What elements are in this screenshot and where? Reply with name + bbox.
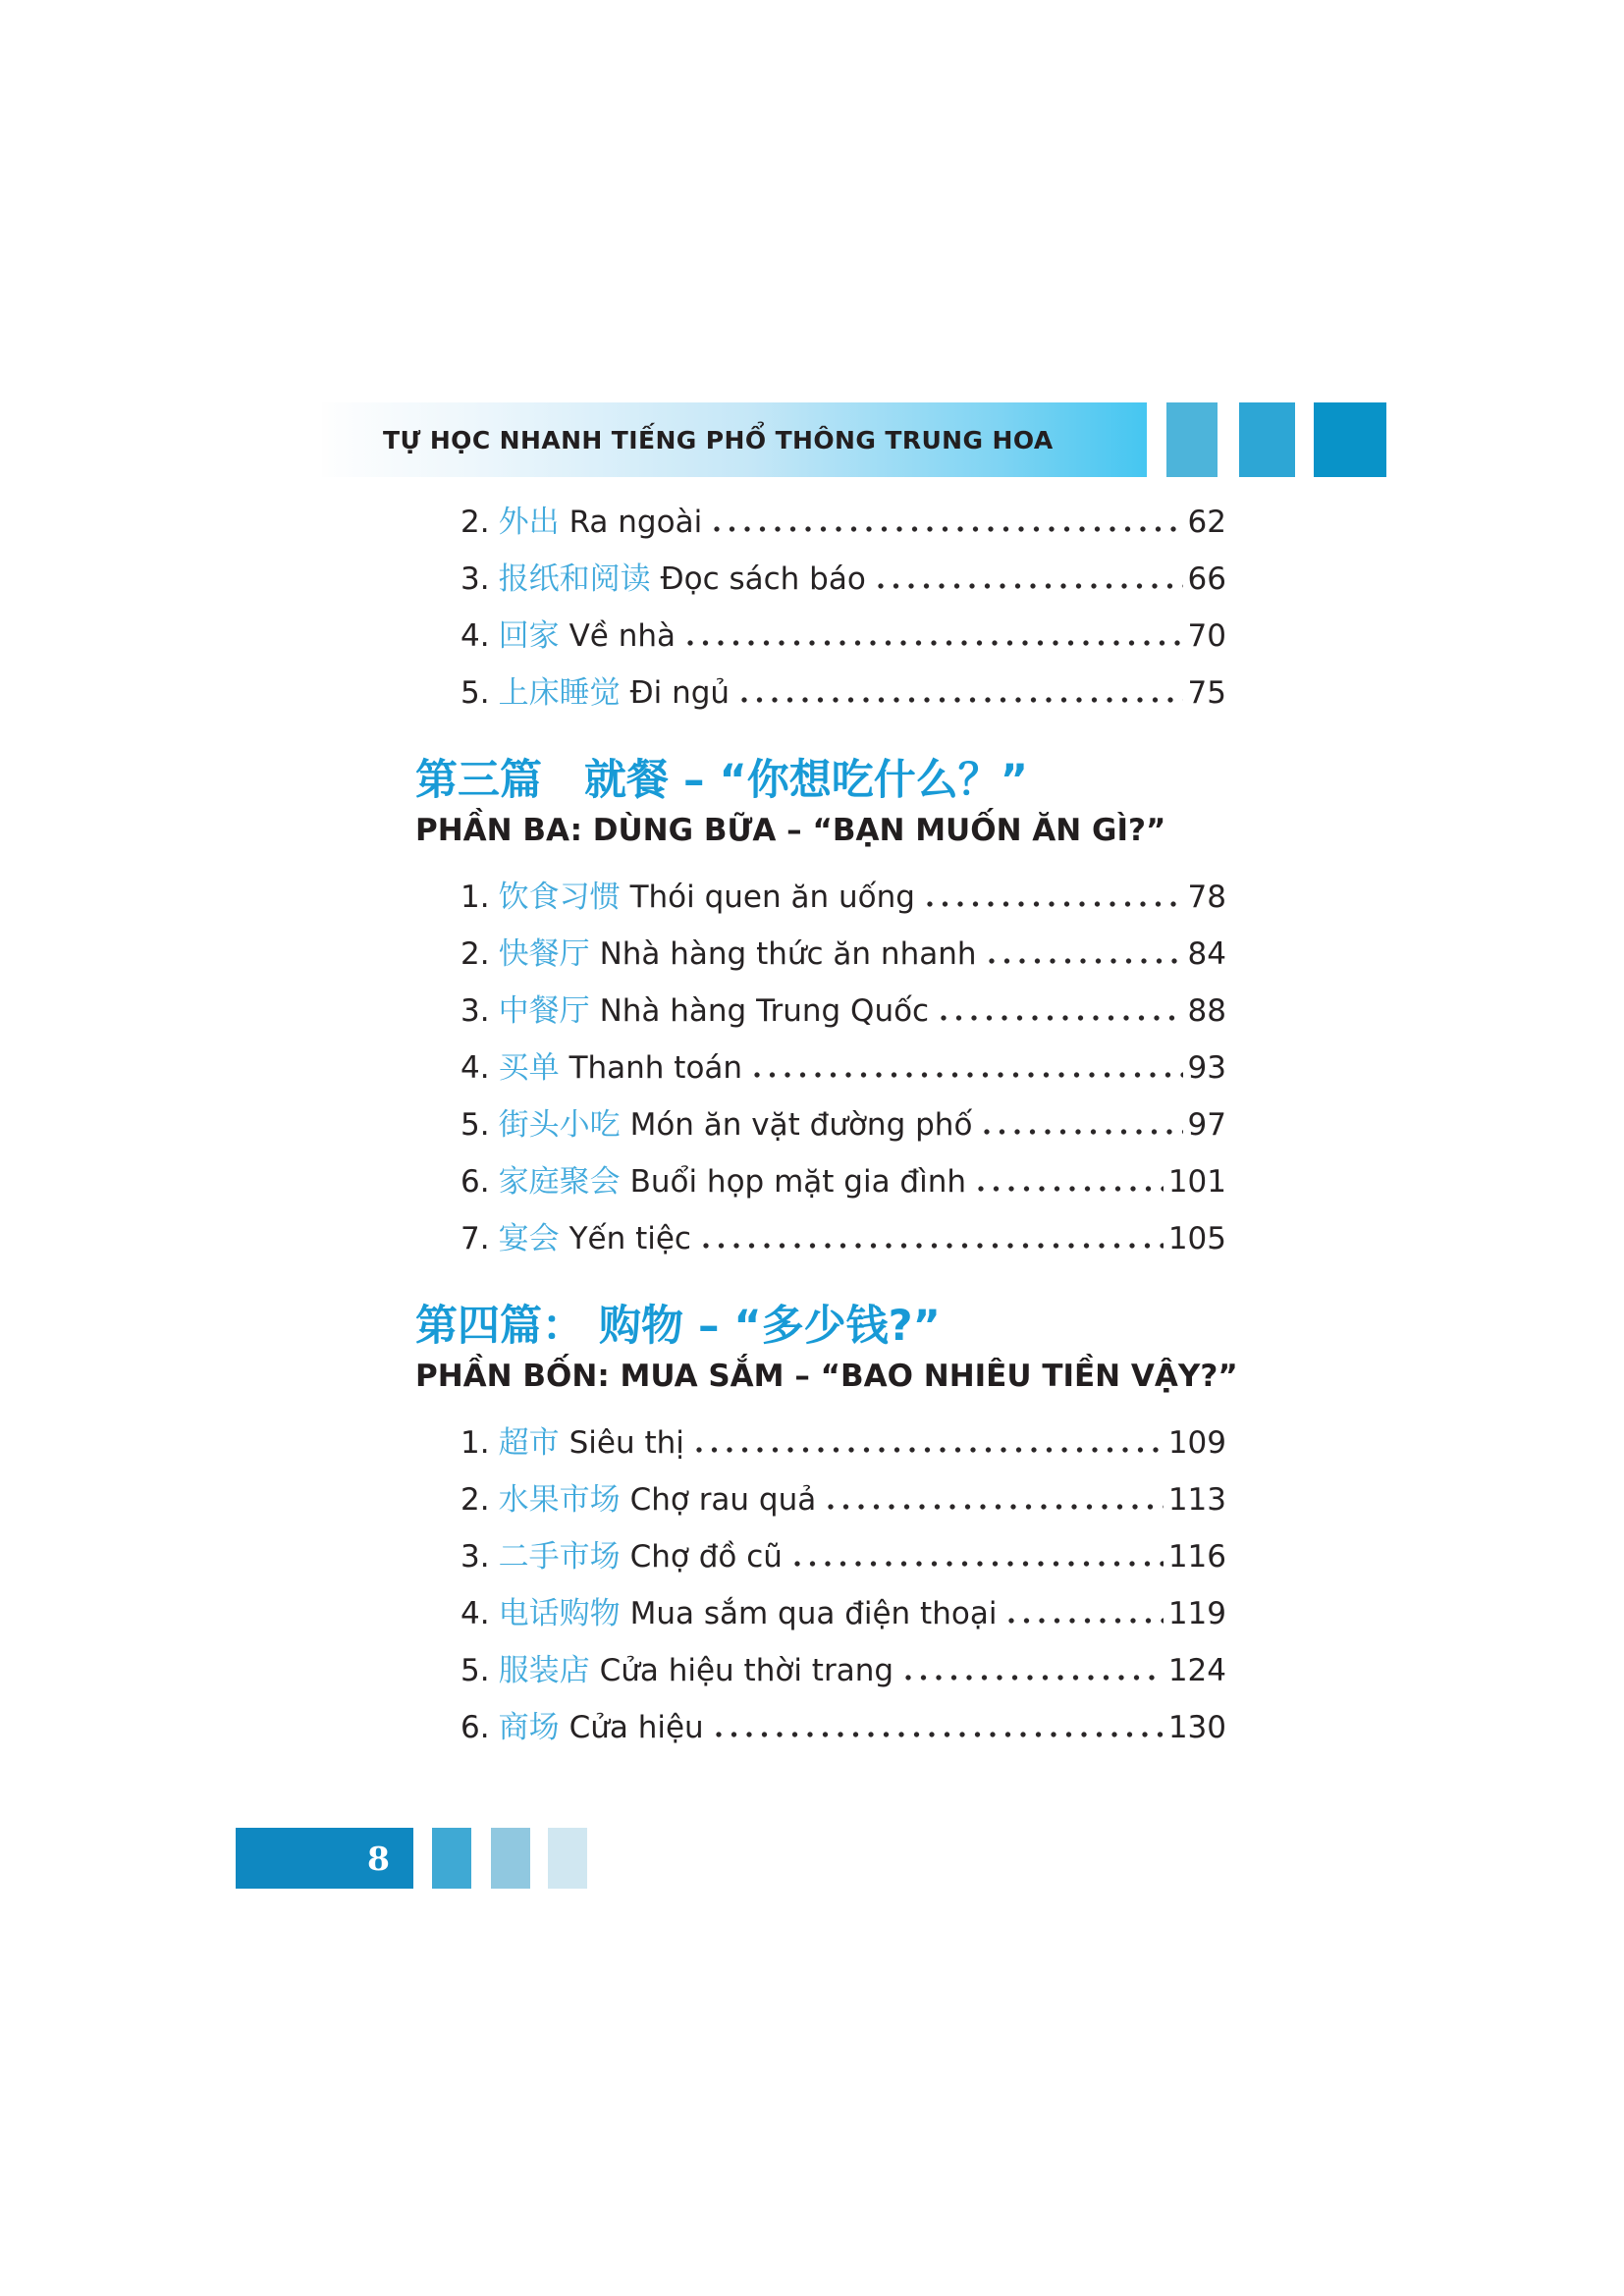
entry-vietnamese: Chợ rau quả [629,1482,817,1518]
toc-entry [415,1481,1226,1519]
entry-page-number: 130 [1167,1710,1226,1745]
entry-number: 7. [460,1221,490,1256]
entry-vietnamese: Cửa hiệu [568,1710,704,1745]
entry-page-number: 109 [1167,1425,1226,1461]
entry-chinese: 家庭聚会 [498,1164,621,1200]
dot-leader [941,1015,1182,1021]
entry-number: 6. [460,1710,490,1745]
dot-leader [741,697,1183,703]
entry-page-number: 105 [1167,1221,1226,1256]
entry-page-number: 113 [1167,1482,1226,1518]
entry-page-number: 70 [1187,618,1226,654]
entry-vietnamese: Yến tiệc [568,1221,691,1256]
dot-leader [1008,1618,1163,1624]
entry-vietnamese: Thanh toán [568,1050,743,1086]
entry-chinese: 水果市场 [498,1482,621,1518]
header-square-1 [1166,402,1218,477]
entry-page-number: 66 [1187,561,1226,597]
entry-number: 4. [460,1050,490,1086]
toc-entry [415,504,1226,541]
entry-chinese: 外出 [498,505,560,540]
entry-number: 3. [460,561,490,597]
toc-entry [415,1709,1226,1746]
entry-chinese: 宴会 [498,1221,560,1256]
entry-vietnamese: Buổi họp mặt gia đình [629,1164,967,1200]
entry-vietnamese: Về nhà [568,618,677,654]
entry-number: 3. [460,993,490,1029]
dot-leader [828,1504,1164,1510]
entry-chinese: 电话购物 [498,1596,621,1631]
entry-number: 1. [460,1425,490,1461]
entry-vietnamese: Mua sắm qua điện thoại [629,1596,998,1631]
toc-entry [415,879,1226,916]
entry-chinese: 快餐厅 [498,936,590,972]
entry-number: 2. [460,936,490,972]
entry-vietnamese: Siêu thị [568,1425,684,1461]
dot-leader [696,1447,1164,1453]
entry-number: 2. [460,505,490,540]
entry-number: 4. [460,618,490,654]
toc-entry [415,992,1226,1030]
header-square-3 [1314,402,1386,477]
toc-entry [415,1163,1226,1201]
dot-leader [927,901,1183,907]
footer-square-2 [491,1828,530,1889]
entry-vietnamese: Chợ đồ cũ [629,1539,783,1575]
dot-leader [989,958,1183,964]
dot-leader [878,583,1183,589]
dot-leader [978,1186,1164,1192]
section-heading-chinese: 第四篇： 购物 – “多少钱?” [415,1302,941,1351]
entry-chinese: 二手市场 [498,1539,621,1575]
entry-chinese: 超市 [498,1425,560,1461]
book-title: TỰ HỌC NHANH TIẾNG PHỔ THÔNG TRUNG HOA [383,425,1054,454]
entry-number: 1. [460,880,490,915]
entry-number: 5. [460,1107,490,1143]
entry-vietnamese: Cửa hiệu thời trang [599,1653,894,1688]
toc-entry [415,935,1226,973]
section-heading-vietnamese: PHẦN BA: DÙNG BỮA – “BẠN MUỐN ĂN GÌ?” [415,813,1166,848]
entry-number: 4. [460,1596,490,1631]
toc-entry [415,1595,1226,1632]
section-heading-vietnamese: PHẦN BỐN: MUA SẮM – “BAO NHIÊU TIỀN VẬY?” [415,1359,1238,1394]
dot-leader [716,1732,1164,1737]
footer-square-1 [432,1828,471,1889]
entry-vietnamese: Đọc sách báo [660,561,866,597]
toc-entry [415,1106,1226,1144]
toc-entry [415,561,1226,598]
dot-leader [703,1243,1164,1249]
footer-band [236,1828,413,1889]
entry-number: 3. [460,1539,490,1575]
toc-entry [415,617,1226,655]
entry-number: 6. [460,1164,490,1200]
entry-number: 2. [460,1482,490,1518]
entry-vietnamese: Đi ngủ [629,675,731,711]
entry-vietnamese: Nhà hàng thức ăn nhanh [599,936,977,972]
entry-chinese: 上床睡觉 [498,675,621,711]
toc-entry [415,1220,1226,1257]
entry-number: 5. [460,1653,490,1688]
entry-page-number: 78 [1187,880,1226,915]
toc-entry [415,674,1226,712]
toc-entry [415,1049,1226,1087]
entry-page-number: 62 [1187,505,1226,540]
entry-chinese: 回家 [498,618,560,654]
header-square-2 [1239,402,1295,477]
entry-page-number: 84 [1187,936,1226,972]
page-number: 8 [367,1839,390,1878]
entry-vietnamese: Thói quen ăn uống [629,880,915,915]
entry-chinese: 商场 [498,1710,560,1745]
dot-leader [714,526,1182,532]
entry-number: 5. [460,675,490,711]
toc-entry [415,1424,1226,1462]
entry-vietnamese: Món ăn vặt đường phố [629,1107,973,1143]
toc [415,504,1238,1766]
entry-chinese: 报纸和阅读 [498,561,651,597]
entry-chinese: 中餐厅 [498,993,590,1029]
entry-chinese: 买单 [498,1050,560,1086]
toc-section [415,504,1226,712]
section-heading-chinese: 第三篇 就餐 – “你想吃什么？” [415,756,1028,805]
entry-page-number: 119 [1167,1596,1226,1631]
entry-chinese: 服装店 [498,1653,590,1688]
entry-vietnamese: Ra ngoài [568,505,703,540]
toc-section [415,1302,1238,1746]
toc-entry [415,1652,1226,1689]
dot-leader [905,1675,1164,1681]
header-band [322,402,1147,477]
entry-page-number: 93 [1187,1050,1226,1086]
toc-section [415,757,1226,1257]
entry-chinese: 街头小吃 [498,1107,621,1143]
entry-page-number: 101 [1167,1164,1226,1200]
entry-page-number: 75 [1187,675,1226,711]
dot-leader [794,1561,1164,1567]
entry-page-number: 97 [1187,1107,1226,1143]
dot-leader [754,1072,1182,1078]
entry-page-number: 116 [1167,1539,1226,1575]
entry-chinese: 饮食习惯 [498,880,621,915]
toc-entry [415,1538,1226,1575]
entry-vietnamese: Nhà hàng Trung Quốc [599,993,930,1029]
dot-leader [687,640,1183,646]
entry-page-number: 124 [1167,1653,1226,1688]
entry-page-number: 88 [1187,993,1226,1029]
footer-square-3 [548,1828,587,1889]
dot-leader [984,1129,1182,1135]
